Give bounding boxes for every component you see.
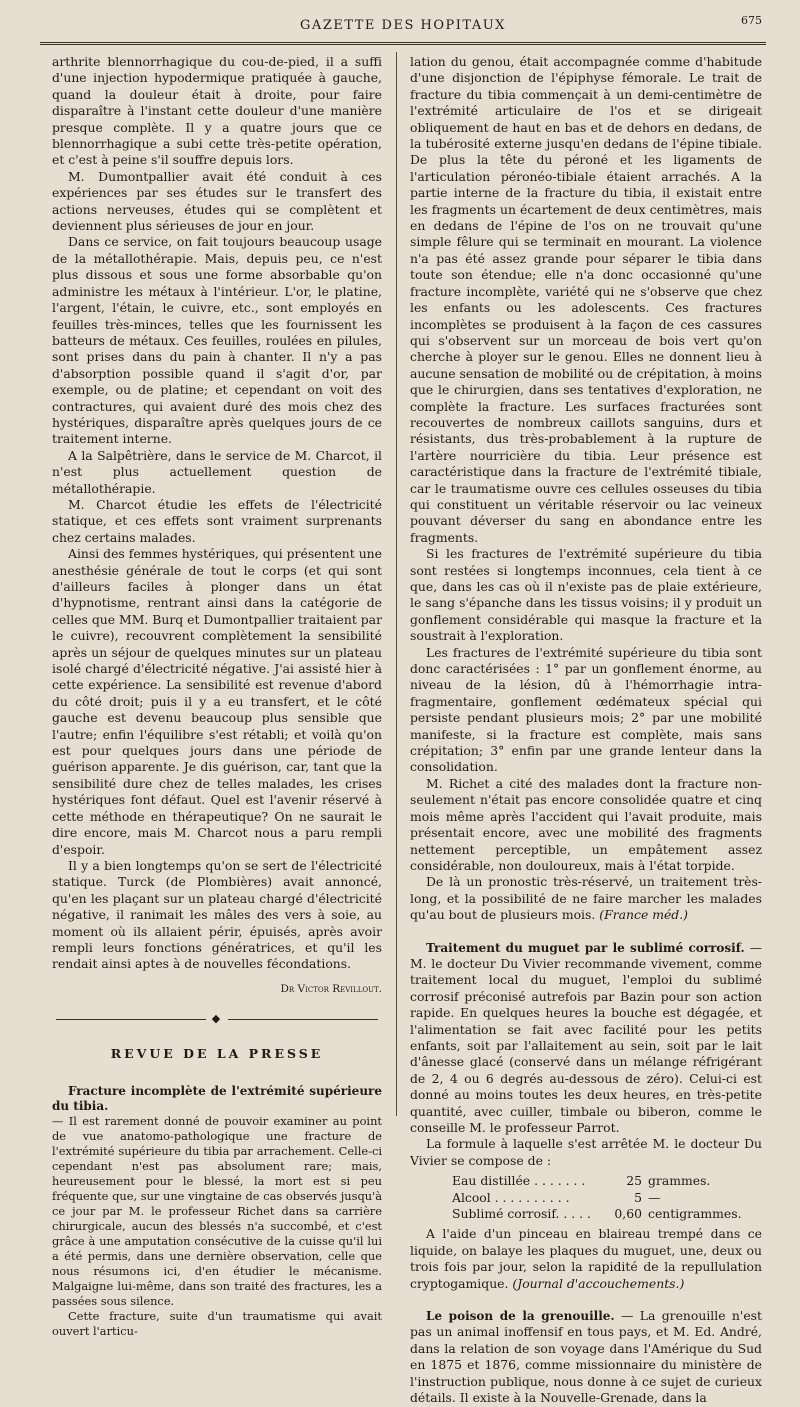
section-ornament: ◆ [52,1011,382,1027]
right-column [410,54,762,1406]
paragraph: Les fractures de l'extrémité supérieure du tibia sont donc caractérisées : 1° par un gonflement énorme, au niveau de la lésion, dû à l'hémorrhagie intra-fragmentaire, gonflement œdémateux spécial qui persiste pendant plusieurs mois; 2° par une mobilité manifeste, si la fracture est complète, mais sans crépitation; 3° enfin par une grande lenteur dans la consolidation. [410,644,762,775]
paragraph: M. Charcot étudie les effets de l'électricité statique, et ces effets sont vraiment surprenants chez certains malades. [52,496,382,545]
paragraph [410,1226,762,1292]
article-title: Traitement du muguet par le sublimé corrosif. [426,940,745,955]
source-citation: (Journal d'accouchements.) [512,1275,685,1291]
page-header [40,12,766,45]
column-divider [396,52,397,1116]
ingredient-name: Sublimé corrosif. . . . . [452,1206,591,1222]
ingredient-unit: grammes. [648,1173,711,1189]
paragraph: Dans ce service, on fait toujours beaucoup usage de la métallothérapie. Mais, depuis peu, ce n'est plus dissous et sous une forme absorbable qu'on administre les métaux à l'intérieur. L'or, le platine, l'argent, l'étain, le cuivre, etc., sont employés en feuilles très-minces, telles que les fournissent les batteurs de métaux. Ces feuilles, roulées en pilules, sont prises dans du pain à chanter. Il n'y a pas d'absorption possible quand il s'agit d'or, par exemple, ou de platine; et cependant on voit des contractures, qui avaient duré des mois chez des hystériques, disparaître après quelques jours de ce traitement interne. [52,234,382,447]
paragraph: Si les fractures de l'extrémité supérieure du tibia sont restées si longtemps inconnues, cela tient à ce que, dans les cas où il n'existe pas de plaie extérieure, le sang s'épanche dans les tissus voisins; il y produit un gonflement considérable qui masque la fracture et la soustrait à l'exploration. [410,546,762,644]
paragraph: Ainsi des femmes hystériques, qui présentent une anesthésie générale de tout le corps (et qui sont d'ailleurs faciles à plonger dans un état d'hypnotisme, rentrant ainsi dans la catégorie de celles que MM. Burq et Dumontpallier traitaient par le cuivre), recouvrent complètement la sensibilité après un séjour de quelques minutes sur un plateau isolé chargé d'électricité négative. J'ai assisté hier à cette expérience. La sensibilité est revenue d'abord du côté droit; puis il y a eu transfert, et le côté gauche est devenu beaucoup plus sensible que l'autre; enfin l'équilibre s'est rétabli; et voilà qu'on est pour quelques jours dans une période de guérison apparente. Je dis guérison, car, tant que la sensibilité dure chez de telles malades, les crises hystériques font défaut. Quel est l'avenir réservé à cette méthode en thérapeutique? On ne saurait le dire encore, mais M. Charcot nous a paru rempli d'espoir. [52,546,382,857]
ingredient-quantity: 25 [626,1173,642,1189]
formula-row [452,1206,762,1222]
article-muguet [410,940,762,1293]
ingredient-unit: — [648,1189,661,1205]
ingredient-unit: centigrammes. [648,1206,742,1222]
ingredient-name: Eau distillée . . . . . . . [452,1173,586,1189]
paragraph: Il y a bien longtemps qu'on se sert de l'électricité statique. Turck (de Plombières) avait annoncé, qu'en les plaçant sur un plateau chargé d'électricité négative, il ranimait les mâles des vers à soie, au moment où ils allaient périr, épuisés, après avoir rempli leurs fonctions génératrices, et qu'il les rendait ainsi aptes à de nouvelles fécondations. [52,857,382,972]
left-column [52,54,382,1338]
paragraph-text: A l'aide d'un pinceau en blaireau trempé dans ce liquide, on balaye les plaques du muguet, une, deux ou trois fois par jour, selon la rapidité de la repullulation cryptogamique. [410,1226,762,1291]
paragraph: Cette fracture, suite d'un traumatisme qui avait ouvert l'articu- [52,1308,382,1338]
paragraph: M. Dumontpallier avait été conduit à ces expériences par ses études sur le transfert des actions nerveuses, études qui se complètent et deviennent plus sérieuses de jour en jour. [52,168,382,234]
article-heading [410,1308,762,1406]
paragraph-text: De là un pronostic très-réservé, un traitement très-long, et la possibilité de ne faire marcher les malades qu'au bout de plusieurs mois. [410,874,762,923]
author-signature: Dr Victor Revillout. [280,982,382,995]
formula-row [452,1173,762,1189]
paragraph: M. Richet a cité des malades dont la fracture non-seulement n'était pas encore consolidée quatre et cinq mois même après l'accident qui l'avait produite, mais présentait encore, avec une mobilité des fragments nettement perceptible, un empâtement assez considérable, non douloureux, mais à l'état torpide. [410,775,762,873]
paragraph: arthrite blennorrhagique du cou-de-pied, il a suffi d'une injection hypodermique pratiquée à gauche, quand la douleur était à droite, pour faire disparaître à l'instant cette douleur d'une manière presque complète. Il y a quatre jours que ce blennorrhagique a subi cette très-petite opération, et c'est à peine s'il souffre depuis lors. [52,54,382,168]
paragraph: La formule à laquelle s'est arrêtée M. le docteur Du Vivier se compose de : [410,1136,762,1168]
article-grenouille [410,1308,762,1406]
formula-row [452,1190,762,1206]
paragraph: A la Salpêtrière, dans le service de M. Charcot, il n'est plus actuellement question de métallothérapie. [52,447,382,496]
article-title: Fracture incomplète de l'extrémité supérieure du tibia. [52,1083,382,1113]
section-title: REVUE DE LA PRESSE [110,1045,324,1061]
page-number: 675 [741,14,762,27]
formula-table [452,1173,762,1222]
article-title: Le poison de la grenouille. [426,1309,615,1324]
source-citation: (France méd.) [599,907,689,923]
article-fracture [52,1084,382,1339]
paragraph-text: — La grenouille n'est pas un animal inoffensif en tous pays, et M. Ed. André, dans la relation de son voyage dans l'Amérique du Sud en 1875 et 1876, comme missionnaire du ministère de l'instruction publique, nous donne à ce sujet de curieux détails. Il existe à la Nouvelle-Grenade, dans la [410,1308,762,1406]
paragraph-text: — M. le docteur Du Vivier recommande vivement, comme traitement local du muguet, l'emploi du sublimé corrosif préconisé autrefois par Bazin pour son action rapide. En quelques heures la bouche est dégagée, et l'alimentation se fait avec facilité pour les petits enfants, soit par l'allaitement au sein, soit par le lait d'ânesse glacé (conservé dans un mélange réfrigérant de 2, 4 ou 6 degrés au-dessous de zéro). Celui-ci est donné au moins toutes les deux heures, en très-petite quantité, avec cuiller, timbale ou biberon, comme le conseille M. le professeur Parrot. [410,939,762,1135]
paragraph: — Il est rarement donné de pouvoir examiner au point de vue anatomo-pathologique une fracture de l'extrémité supérieure du tibia par arrachement. Celle-ci cependant n'est pas absolument rare; mais, heureusement pour le blessé, la mort est si peu fréquente que, sur une vingtaine de cas observés jusqu'à ce jour par M. le professeur Richet dans sa carrière chirurgicale, aucun des blessés n'a succombé, et c'est grâce à une amputation consécutive de la cuisse qu'il lui a été permis, dans une dernière observation, celle que nous résumons ici, d'en étudier le mécanisme. Malgaigne lui-même, dans son traité des fractures, les a passées sous silence. [52,1113,382,1308]
paragraph [410,874,762,923]
ingredient-quantity: 5 [634,1189,642,1205]
ingredient-name: Alcool . . . . . . . . . . [452,1189,570,1205]
article-heading [410,940,762,1137]
paragraph: lation du genou, était accompagnée comme d'habitude d'une disjonction de l'épiphyse fémorale. Le trait de fracture du tibia commençait à un demi-centimètre de l'extrémité articulaire de l'os et se dirigeait obliquement de haut en bas et de dehors en dedans, de la tubérosité externe jusqu'en dedans de l'épine tibiale. De plus la tête du péroné et les ligaments de l'articulation péronéo-tibiale étaient arrachés. A la partie interne de la fracture du tibia, il existait entre les fragments un écartement de deux centimètres, mais en dedans de l'épine de l'os on ne trouvait qu'une simple fêlure qui se terminait en mourant. La violence n'a pas été assez grande pour séparer le tibia dans toute son étendue; elle n'a donc occasionné qu'une fracture incomplète, variété qui ne s'observe que chez les enfants ou les adolescents. Ces fractures incomplètes se produisent à la façon de ces cassures qui s'observent sur un morceau de bois vert qu'on cherche à ployer sur le genou. Elles ne donnent lieu à aucune sensation de mobilité ou de crépitation, à moins que le chirurgien, dans ses tentatives d'exploration, ne complète la fracture. Les surfaces fracturées sont recouvertes de nombreux caillots sanguins, durs et résistants, dus très-probablement à la rupture de l'artère nourricière du tibia. Leur présence est caractéristique dans la fracture de l'extrémité tibiale, car le traumatisme ouvre ces cellules osseuses du tibia qui constituent un véritable réservoir ou lac veineux pouvant déverser du sang en abondance entre les fragments. [410,54,762,545]
running-title: GAZETTE DES HOPITAUX [300,18,506,33]
article-heading [52,1084,382,1114]
ingredient-quantity: 0,60 [614,1206,642,1222]
